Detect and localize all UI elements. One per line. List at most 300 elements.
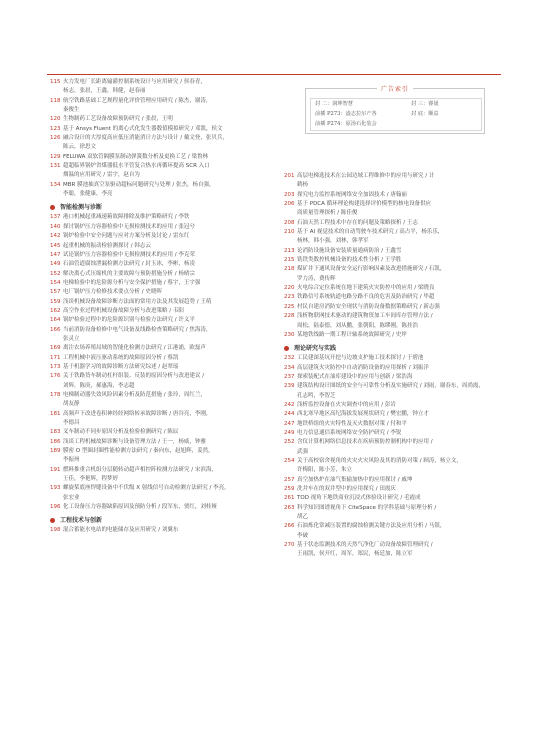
toc-entry xyxy=(50,503,270,512)
page-number: 171 xyxy=(50,354,61,361)
page-number: 176 xyxy=(50,373,61,380)
entry-title xyxy=(63,391,270,410)
ad-index-cell: 封 三：睿晟 xyxy=(411,101,439,107)
toc-entry xyxy=(284,219,502,228)
toc-entry xyxy=(284,293,502,302)
entry-title xyxy=(297,494,502,503)
entry-title xyxy=(297,219,502,228)
page-number: 137 xyxy=(50,214,61,221)
entry-title xyxy=(63,181,270,200)
page-number: 261 xyxy=(284,495,295,502)
entry-line: 生物制药工艺设备故障预防研究 / 张晨，王明 xyxy=(63,116,173,123)
entry-line: 高层电梯选技术在公园边域工程维修中的应用与研究 / 计 xyxy=(297,173,435,179)
entry-title xyxy=(297,438,502,457)
entry-line: 李破 xyxy=(297,532,309,539)
entry-line: 周松，陆泰德，刘从鹏，张朝阳，陈缪刚，陈挂浩 xyxy=(297,322,419,329)
entry-line: 关于高校宿舍视角的火灾火灾风险及其的消防对策 / 顾涛，杨立文， xyxy=(297,457,462,464)
entry-title xyxy=(63,162,270,181)
entry-line: 高层建筑火灾防控中自动消防设备的应用探析 / 刘振洋 xyxy=(297,364,429,371)
toc-entry xyxy=(284,331,502,340)
entry-title xyxy=(63,232,270,241)
entry-line: 锅炉检验中安全问题与应对方案分析及讨论 / 雷东红 xyxy=(63,233,190,240)
entry-title xyxy=(63,354,270,363)
entry-line: 离注农场养殖局域的智能化检测方法研究 / 江港浦，欧磊声 xyxy=(63,345,206,352)
page-number: 254 xyxy=(284,457,295,464)
page-number: 118 xyxy=(50,97,61,104)
ad-index-box xyxy=(305,88,485,134)
entry-line: 胡乙 xyxy=(297,514,309,521)
entry-line: 锅炉检验过程中的危险源识别与检验方法研究 / 许义平 xyxy=(63,317,195,324)
toc-entry xyxy=(284,494,502,503)
entry-line: TOD 视角下地铁商业沉浸式体验设计研究 / 毛霞成 xyxy=(297,495,421,502)
entry-line: 石油天然工程技术中存在的问题及策略探析 / 王志 xyxy=(297,219,418,226)
toc-entry xyxy=(284,312,502,331)
page-number: 154 xyxy=(50,279,61,286)
right-entries-top xyxy=(284,172,502,340)
entry-title xyxy=(63,242,270,251)
entry-line: 许梅阳，陈小芳，朱立 xyxy=(297,467,353,474)
entry-line: 秦俊生 xyxy=(63,107,80,114)
entry-title xyxy=(297,265,502,284)
ad-index-row xyxy=(315,109,479,119)
page-number: 189 xyxy=(50,448,61,455)
entry-line: 探索装配式在油库建设中的应用与创新 / 梁浩海 xyxy=(297,373,413,380)
toc-entry xyxy=(50,526,270,535)
entry-line: 燃料推重合机组分层随转动超声相控阵检测方法研究 / 宋滨海， xyxy=(63,466,217,473)
entry-title xyxy=(63,326,270,345)
entry-line: 地铁桥组的火灾特性及灭火数据对策 / 付和平 xyxy=(297,420,407,427)
page-number: 230 xyxy=(284,331,295,338)
toc-entry xyxy=(50,326,270,345)
toc-entry xyxy=(50,447,270,466)
entry-title xyxy=(63,288,270,297)
entry-line: 杨志，张晨，王鑫，韩健，赵春丽 xyxy=(63,88,146,95)
entry-title xyxy=(63,251,270,260)
entry-title xyxy=(297,420,502,429)
entry-line: 浅谈工程机械故障诊断与设备管理方法 / 王一，杨威，钟雅 xyxy=(63,438,206,445)
page-number: 140 xyxy=(50,223,61,230)
section-title: 智能检测与诊断 xyxy=(60,203,103,211)
left-column xyxy=(50,78,270,536)
toc-entry xyxy=(284,373,502,382)
entry-title xyxy=(297,172,502,191)
page-number: 249 xyxy=(284,429,295,436)
toc-entry xyxy=(284,457,502,476)
entry-title xyxy=(63,125,270,134)
page-number: 129 xyxy=(50,153,61,160)
entry-title xyxy=(297,331,502,340)
entry-title xyxy=(63,213,270,222)
toc-entry xyxy=(284,429,502,438)
toc-entry xyxy=(284,364,502,373)
entry-line: 融合设计的大厚度高应低压消能消计方法与设计 / 戴文登，张贝兵， xyxy=(63,135,228,142)
entry-title xyxy=(63,410,270,429)
entry-line: 化工设备压力容器缺陷原因及预防分析 / 段军东，贾红，刘桂娅 xyxy=(63,504,217,511)
entry-title xyxy=(297,284,502,293)
toc-entry xyxy=(50,298,270,307)
entry-line: 基于 Ansys Fluent 的离心式化发生器数值模拟研究 / 邓凯，侯文 xyxy=(63,125,223,132)
entry-line: 王雨凯，侯开红，周军，郑民，杨廷加，陈立军 xyxy=(297,551,413,558)
entry-title xyxy=(63,484,270,503)
right-entries-bottom xyxy=(284,354,502,560)
toc-entry xyxy=(284,522,502,541)
page-number: 131 xyxy=(50,163,61,170)
ad-index-row xyxy=(315,119,479,129)
entry-title xyxy=(63,78,270,97)
toc-entry xyxy=(284,256,502,265)
toc-entry xyxy=(50,372,270,391)
entry-line: 浅谈机械设备故障诊断方法面的常用方法及其发展趋势 / 王萌 xyxy=(63,298,212,305)
page-number: 193 xyxy=(50,485,61,492)
entry-line: FELUWA 双软管隔膜泵制动弹簧数分析及更换工艺 / 梁鲁林 xyxy=(63,153,208,160)
entry-title xyxy=(63,97,270,116)
page-number: 169 xyxy=(50,345,61,352)
page-number: 239 xyxy=(284,383,295,390)
page-number: 126 xyxy=(50,135,61,142)
entry-title xyxy=(63,153,270,162)
entry-title xyxy=(63,503,270,512)
entry-line: 高频声下改进卷积神经经网络转承故障诊断 / 唐谷亮，李刚， xyxy=(63,410,212,417)
page-number: 134 xyxy=(50,181,61,188)
entry-line: 张宏业 xyxy=(63,494,80,501)
entry-line: MBR 膜池抽真空泵驱动超标问题研究与处理 / 张杰，杨自强， xyxy=(63,181,215,188)
toc-entry xyxy=(284,504,502,523)
toc-entry xyxy=(50,484,270,503)
entry-line: 含仪计算机网络信息技术在疾病预防控制机构中的应用 / xyxy=(297,439,433,446)
entry-line: 论消防设施设备安装质量通病防治 / 王鑫雪 xyxy=(297,247,402,254)
toc-entry xyxy=(284,541,502,560)
entry-line: 陈云，徐思文 xyxy=(63,144,97,151)
page-number: 159 xyxy=(50,298,61,305)
toc-entry xyxy=(50,466,270,485)
entry-line: 李振州 xyxy=(63,457,80,464)
entry-line: 刘辉，陈庚，郝惠海，李志超 xyxy=(63,382,135,389)
toc-entry xyxy=(50,162,270,181)
page-number: 203 xyxy=(284,191,295,198)
toc-entry xyxy=(50,115,270,124)
left-entries-bottom xyxy=(50,526,270,535)
entry-line: 工民建深基坑开挖与边坡支护施工技术探讨 / 于碧池 xyxy=(297,355,424,362)
entry-line: 解决离心式压缩机的主要故障与预防措施分析 / 杨晴宗 xyxy=(63,270,195,277)
entry-title xyxy=(297,476,502,485)
toc-entry xyxy=(284,247,502,256)
page-number: 228 xyxy=(284,313,295,320)
page-number: 232 xyxy=(284,355,295,362)
section-heading xyxy=(284,342,502,354)
toc-entry xyxy=(50,242,270,251)
page-number: 218 xyxy=(284,266,295,273)
entry-line: 电梯检验中的危险源分析与安全保护措施 / 蔡宇，王宇强 xyxy=(63,279,201,286)
entry-line: 浅析物联网技术驱动的建筑物资加工车间库存管理方法 / xyxy=(297,313,433,320)
entry-line: 港口机械起重减速箱故障排除及维护策略研究 / 李铁 xyxy=(63,214,190,221)
page-number: 183 xyxy=(50,429,61,436)
entry-title xyxy=(63,279,270,288)
toc-entry xyxy=(284,200,502,219)
toc-entry xyxy=(284,354,502,363)
toc-entry xyxy=(50,270,270,279)
page-number: 147 xyxy=(50,251,61,258)
toc-entry xyxy=(284,485,502,494)
ad-index-title: 广告索引 xyxy=(377,84,413,93)
toc-entry xyxy=(50,279,270,288)
entry-line: 探究电力监控系统网络安全加固技术 / 唐翰丽 xyxy=(297,191,407,198)
entry-line: 浅析监控设备在火灾调查中的应用 / 彭岩 xyxy=(297,401,396,408)
entry-title xyxy=(297,247,502,256)
toc-entry xyxy=(284,420,502,429)
toc-entry xyxy=(50,251,270,260)
toc-entry xyxy=(50,438,270,447)
entry-line: 商质量管理探析 / 陈佳俊 xyxy=(297,210,358,217)
entry-line: 洗井车在的双井型中的应用探究 / 田霞庆 xyxy=(297,486,396,492)
entry-title xyxy=(63,316,270,325)
entry-line: 石油管道腐蚀泄漏检测方法研究 / 封玉冰，李彬，杨凌 xyxy=(63,261,195,268)
page-number: 266 xyxy=(284,523,295,530)
entry-title xyxy=(297,410,502,419)
entry-line: 某地铁线路一期工程计轴系统故障研究 / 史坪 xyxy=(297,331,407,338)
toc-entry xyxy=(50,428,270,437)
toc-entry xyxy=(50,344,270,353)
toc-entry xyxy=(50,410,270,429)
entry-line: 高空作业过程机械设备故障分析与改进策略 / 韦阳 xyxy=(63,307,184,314)
entry-line: 铁路信号系统轨道电路分路不良的危害及防治研究 / 毕超 xyxy=(297,294,435,301)
page-number: 220 xyxy=(284,285,295,292)
page-number: 123 xyxy=(50,125,61,132)
page-number: 237 xyxy=(284,373,295,380)
entry-title xyxy=(297,401,502,410)
entry-line: 西北寒旱地区高纪海拔发展现状研究 / 樊宏鹏，钟立才 xyxy=(297,411,429,418)
entry-title xyxy=(297,303,502,312)
ad-index-cell: 封 二：润坤智慧 xyxy=(315,101,353,107)
entry-title xyxy=(297,541,502,560)
page-number: 173 xyxy=(50,363,61,370)
entry-title xyxy=(63,447,270,466)
left-entries-mid xyxy=(50,213,270,512)
page-number: 263 xyxy=(284,504,295,511)
page-number: 210 xyxy=(284,229,295,236)
entry-line: 鹤杨 xyxy=(297,182,309,189)
right-column xyxy=(284,172,502,560)
entry-title xyxy=(63,115,270,124)
page-number: 257 xyxy=(284,476,295,483)
entry-title xyxy=(297,457,502,476)
entry-line: 石油炼化常减压装置的腐蚀检测关键方法及应用分析 / 马银， xyxy=(297,523,446,530)
entry-line: 武强 xyxy=(297,448,309,455)
entry-title xyxy=(297,228,502,247)
entry-title xyxy=(63,466,270,485)
page-number: 115 xyxy=(50,79,61,85)
entry-line: 科学知识图谱视角下 CiteSpace 的学科基础与原理分析 / xyxy=(297,504,437,511)
toc-entry xyxy=(50,134,270,153)
page-number: 201 xyxy=(284,173,295,179)
page-number: 152 xyxy=(50,270,61,277)
section-bullet-icon xyxy=(284,346,289,351)
entry-title xyxy=(297,200,502,219)
toc-entry xyxy=(284,438,502,457)
page-number: 215 xyxy=(284,257,295,264)
entry-title xyxy=(63,134,270,153)
toc-entry xyxy=(50,181,270,200)
page-number: 178 xyxy=(50,392,61,398)
entry-title xyxy=(297,373,502,382)
toc-entry xyxy=(284,284,502,293)
toc-entry xyxy=(284,476,502,485)
entry-line: 混合蓄能水电站的电能储存及应用研究 / 刘翼东 xyxy=(63,527,179,534)
page-number: 242 xyxy=(284,401,295,408)
entry-title xyxy=(63,307,270,316)
entry-title xyxy=(297,191,502,200)
page-number: 259 xyxy=(284,486,295,492)
entry-title xyxy=(297,504,502,523)
section-title: 工程技术与创新 xyxy=(60,516,103,524)
entry-line: 电梯制动器失效风险因素分析及防范措施 / 张玲，周红兰， xyxy=(63,392,206,398)
entry-line: 探讨锅炉压力容器检验中无损检测技术的应用 / 张冠兮 xyxy=(63,223,195,230)
entry-line: 真空加热炉在油气集输加热中的应用探讨 / 戚坤 xyxy=(297,476,413,483)
toc-entry xyxy=(284,265,502,284)
entry-line: 关于铁路货车制动杠杆组装、反装的原因分析与改进建议 / xyxy=(63,373,205,380)
page-number: 225 xyxy=(284,303,295,310)
page-number: 120 xyxy=(50,116,61,123)
page-number: 186 xyxy=(50,438,61,445)
entry-title xyxy=(297,354,502,363)
ad-index-cell: 封 底：顺益 xyxy=(411,111,439,117)
page-number: 162 xyxy=(50,307,61,314)
entry-title xyxy=(297,364,502,373)
toc-entry xyxy=(284,303,502,312)
entry-title xyxy=(63,260,270,269)
page-number: 157 xyxy=(50,289,61,296)
entry-title xyxy=(297,256,502,265)
toc-entry xyxy=(50,260,270,269)
entry-title xyxy=(63,298,270,307)
page-number: 164 xyxy=(50,317,61,324)
entry-line: 火电综合定位系统在地下建筑火灾防控中的应用 / 梁晓良 xyxy=(297,285,435,292)
toc-entry xyxy=(50,307,270,316)
ad-index-row xyxy=(315,99,479,109)
toc-entry xyxy=(284,401,502,410)
entry-title xyxy=(63,223,270,232)
entry-title xyxy=(297,293,502,302)
entry-title xyxy=(63,270,270,279)
toc-entry xyxy=(50,125,270,134)
toc-entry xyxy=(50,354,270,363)
section-bullet-icon xyxy=(50,205,55,210)
toc-entry xyxy=(50,78,270,97)
entry-line: 基于 AI 视觉技术的自动驾驶车技术研究 / 高占平，杨乐乐， xyxy=(297,229,444,236)
page-number: 234 xyxy=(284,364,295,371)
entry-line: 工程机械中液压驱动系统的故障原因分析 / 蔡凯 xyxy=(63,354,179,361)
entry-line: 火力发电厂长距离输灌控制系统设计与应用研究 / 侯春青， xyxy=(63,79,206,85)
page-number: 145 xyxy=(50,242,61,249)
page-number: 191 xyxy=(50,466,61,473)
toc-entry xyxy=(50,223,270,232)
page-number: 181 xyxy=(50,410,61,417)
page-number: 142 xyxy=(50,233,61,240)
ad-index-cell: 前插 P274：原汤石化装会 xyxy=(315,121,377,127)
page-number: 223 xyxy=(284,294,295,301)
entry-line: 李聪，张健康，李亮 xyxy=(63,191,113,198)
entry-title xyxy=(63,344,270,353)
entry-title xyxy=(297,522,502,541)
toc-entry xyxy=(284,191,502,200)
entry-line: 张灵立 xyxy=(63,335,80,342)
entry-line: 螺旋桨底座焊缝设备中不伏级 X 射线信号自动检测方法研究 / 李亮， xyxy=(63,485,230,492)
entry-title xyxy=(297,429,502,438)
entry-line: 基于 PDCA 循环理论构建选择评价模型的核电设备供应 xyxy=(297,201,432,208)
section-heading xyxy=(50,201,270,213)
entry-line: 基于状态监测技术的天然气净化厂动设备故障管理研究 / xyxy=(297,542,433,549)
entry-title xyxy=(297,382,502,401)
page-number: 213 xyxy=(284,247,295,254)
entry-title xyxy=(63,428,270,437)
entry-line: 叉车制动不同步原因分析及检验检测研究 / 陈辰 xyxy=(63,429,179,436)
page-number: 166 xyxy=(50,326,61,333)
page-number: 208 xyxy=(284,219,295,226)
entry-line: 煤矿井下通风设备安全运行影响因素及改进措施研究 / 石凯， xyxy=(297,266,446,273)
toc-entry xyxy=(50,363,270,372)
entry-line: 当前消防设备检修中电气设备及线路检查策略研究 / 焦海涛， xyxy=(63,326,212,333)
entry-line: 建筑结构设计图纸的安全与可靠性分析及实施研究 / 刘雨，谢春东，周尚霞， xyxy=(297,383,484,390)
section-bullet-icon xyxy=(50,518,55,523)
page-number: 252 xyxy=(284,439,295,446)
toc-entry xyxy=(284,172,502,191)
entry-line: 电力信息通信系统网络安全防护研究 / 李锐 xyxy=(297,429,402,436)
toc-entry xyxy=(50,391,270,410)
page-number: 198 xyxy=(50,527,61,534)
page-number: 247 xyxy=(284,420,295,427)
entry-line: 胡友静 xyxy=(63,401,80,408)
section-heading xyxy=(50,514,270,526)
entry-line: 基于机器学习的故障诊断方法研究综述 / 赵翠瑶 xyxy=(63,363,179,370)
entry-line: 村民自建房消防安全现状与消防设备数据策略研究 / 新志强 xyxy=(297,303,440,310)
entry-line: 航空铁路基础工艺规程量化评价管理应用研究 / 陈杰，谢涛， xyxy=(63,97,212,104)
toc-entry xyxy=(50,232,270,241)
entry-line: 烟温的应用研究 / 雷宇，赵自为 xyxy=(63,172,140,179)
entry-title xyxy=(63,372,270,391)
entry-line: 电厂锅炉压力检修技术要点分析 / 史晓晖 xyxy=(63,289,162,296)
top-rule xyxy=(47,74,501,75)
left-entries-top xyxy=(50,78,270,199)
page-number: 244 xyxy=(284,411,295,418)
toc-entry xyxy=(50,288,270,297)
entry-line: 超超临界锅炉省煤器低水平管复合热水再循环提高 SCR 入口 xyxy=(63,163,210,170)
toc-entry xyxy=(50,316,270,325)
entry-title xyxy=(63,438,270,447)
entry-line: 起重机械的振动检验测探讨 / 韩志云 xyxy=(63,242,151,249)
page-number: 270 xyxy=(284,542,295,549)
toc-entry xyxy=(50,97,270,116)
toc-entry xyxy=(50,213,270,222)
entry-line: 王佳，李艳辉，程梦婷 xyxy=(63,476,119,483)
entry-line: 膜密 O 型圈封圈性能检测方法研究 / 秦向东，赵旭辉，姜然， xyxy=(63,448,214,455)
entry-title xyxy=(297,485,502,494)
entry-line: 杨林，韩小强，刘林，韩孝军 xyxy=(297,238,369,245)
ad-index-table xyxy=(310,98,482,131)
entry-line: 铣铁类数控机械设备的技术性分析 / 王学胜 xyxy=(297,257,402,264)
section-title: 理论研究与实践 xyxy=(294,344,337,352)
entry-title xyxy=(63,363,270,372)
toc-entry xyxy=(284,228,502,247)
ad-index-cell: 前插 P273：盎志拉尔产各 xyxy=(315,111,377,117)
toc-entry xyxy=(284,410,502,419)
entry-title xyxy=(297,312,502,331)
page-number: 149 xyxy=(50,261,61,268)
entry-line: 李德昌 xyxy=(63,420,80,427)
entry-title xyxy=(63,526,270,535)
page-number: 196 xyxy=(50,504,61,511)
page-number: 206 xyxy=(284,201,295,208)
entry-line: 试论锅炉压力容器检验中无损检测技术的应用 / 李克荣 xyxy=(63,251,195,258)
entry-line: 罗力涛，费传辉 xyxy=(297,275,336,282)
